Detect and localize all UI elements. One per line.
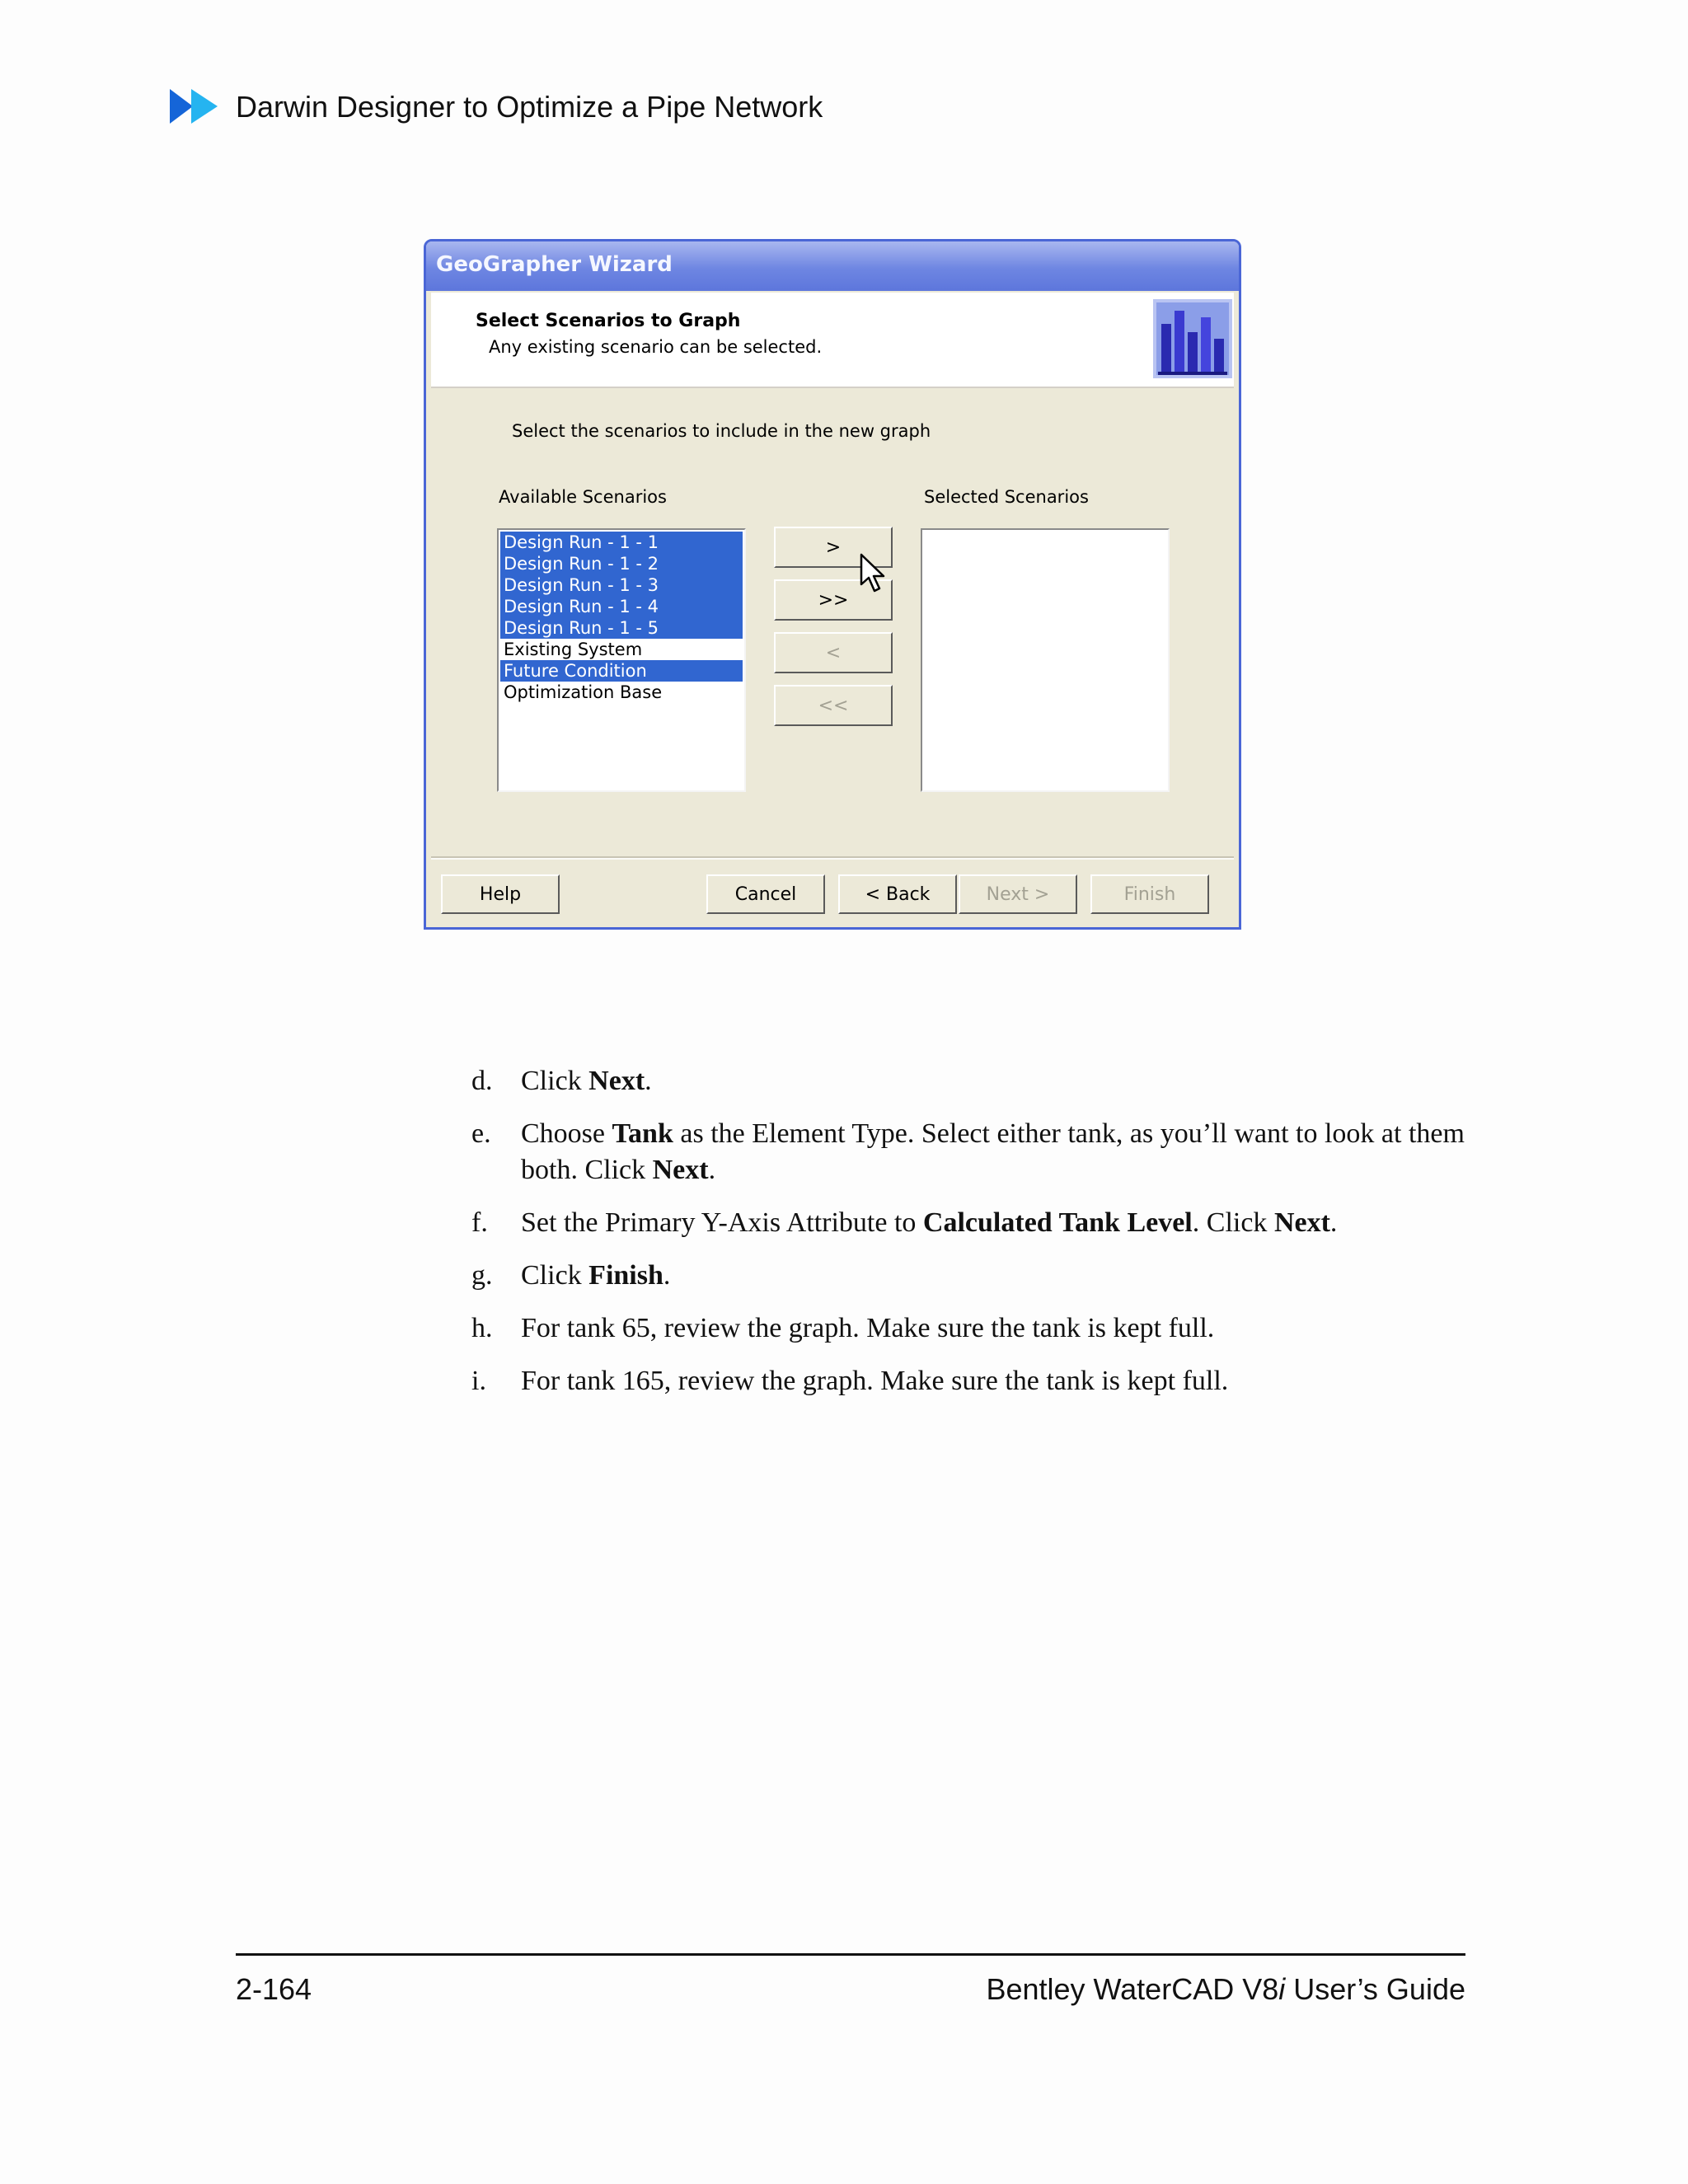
step-text: Set the Primary Y-Axis Attribute to bbox=[521, 1207, 923, 1238]
scenario-list-item[interactable]: Design Run - 1 - 4 bbox=[500, 596, 743, 617]
step-emphasis: Finish bbox=[588, 1260, 663, 1291]
step-emphasis: Next bbox=[652, 1155, 709, 1185]
step-item bbox=[471, 1363, 1469, 1399]
available-scenarios-list[interactable] bbox=[497, 528, 746, 792]
step-text: Choose bbox=[521, 1118, 612, 1149]
step-emphasis: Next bbox=[1273, 1207, 1330, 1238]
guide-title-suffix: User’s Guide bbox=[1285, 1972, 1465, 2006]
step-marker: f. bbox=[471, 1207, 488, 1238]
step-item bbox=[471, 1310, 1469, 1347]
step-marker: i. bbox=[471, 1366, 486, 1396]
dialog-title: GeoGrapher Wizard bbox=[436, 252, 673, 277]
double-arrow-icon bbox=[170, 89, 223, 124]
step-text: . bbox=[645, 1066, 652, 1096]
step-emphasis: Tank bbox=[612, 1118, 673, 1149]
step-marker: d. bbox=[471, 1066, 493, 1096]
banner-title: Select Scenarios to Graph bbox=[476, 311, 741, 331]
remove-button[interactable]: < bbox=[774, 632, 893, 673]
page-number: 2-164 bbox=[236, 1972, 312, 2006]
step-text: . bbox=[663, 1260, 671, 1291]
add-all-button[interactable]: >> bbox=[774, 579, 893, 621]
cancel-button[interactable]: Cancel bbox=[706, 874, 825, 914]
step-item bbox=[471, 1205, 1469, 1241]
step-marker: g. bbox=[471, 1260, 493, 1291]
bar-graph-icon bbox=[1153, 299, 1232, 378]
wizard-banner bbox=[431, 293, 1234, 388]
selected-scenarios-list[interactable] bbox=[921, 528, 1170, 792]
footer-divider bbox=[431, 856, 1234, 860]
scenario-list-item[interactable]: Optimization Base bbox=[504, 682, 663, 702]
step-text: For tank 65, review the graph. Make sure the tank is kept full. bbox=[521, 1313, 1215, 1343]
step-text: For tank 165, review the graph. Make sure the tank is kept full. bbox=[521, 1366, 1229, 1396]
remove-all-button[interactable]: << bbox=[774, 685, 893, 726]
step-item bbox=[471, 1063, 1469, 1099]
step-text: as the Element Type. Select either tank, as you’ll want to look at them both. Click bbox=[521, 1118, 1465, 1185]
instruction-steps bbox=[471, 1063, 1469, 1416]
mouse-cursor-icon bbox=[860, 553, 888, 594]
guide-title-prefix: Bentley WaterCAD V8 bbox=[986, 1972, 1279, 2006]
scenario-list-item[interactable]: Design Run - 1 - 5 bbox=[500, 617, 743, 639]
next-button[interactable]: Next > bbox=[959, 874, 1077, 914]
scenario-list-item[interactable]: Design Run - 1 - 3 bbox=[500, 574, 743, 596]
guide-title-italic: i bbox=[1278, 1972, 1286, 2006]
help-button[interactable]: Help bbox=[441, 874, 560, 914]
scenario-list-item[interactable]: Existing System bbox=[504, 640, 643, 659]
selected-scenarios-label: Selected Scenarios bbox=[924, 487, 1089, 507]
section-title: Darwin Designer to Optimize a Pipe Network bbox=[236, 90, 823, 124]
banner-subtitle: Any existing scenario can be selected. bbox=[489, 337, 823, 357]
step-text: . Click bbox=[1192, 1207, 1274, 1238]
step-item bbox=[471, 1116, 1469, 1188]
scenario-list-item[interactable]: Design Run - 1 - 1 bbox=[500, 532, 743, 553]
guide-title bbox=[986, 1971, 1465, 2008]
footer-rule bbox=[236, 1953, 1465, 1956]
available-scenarios-label: Available Scenarios bbox=[499, 487, 667, 507]
step-item bbox=[471, 1258, 1469, 1294]
available-items bbox=[499, 530, 744, 703]
finish-button[interactable]: Finish bbox=[1090, 874, 1209, 914]
step-text: . bbox=[708, 1155, 716, 1185]
scenario-list-item[interactable]: Future Condition bbox=[500, 660, 743, 682]
back-button[interactable]: < Back bbox=[838, 874, 957, 914]
step-text: . bbox=[1329, 1207, 1338, 1238]
step-marker: h. bbox=[471, 1313, 493, 1343]
add-button[interactable]: > bbox=[774, 527, 893, 568]
geographer-wizard-dialog bbox=[424, 239, 1241, 930]
step-marker: e. bbox=[471, 1118, 491, 1149]
dialog-titlebar[interactable] bbox=[426, 241, 1239, 291]
instruction-text: Select the scenarios to include in the new graph bbox=[512, 421, 931, 441]
step-text: Click bbox=[521, 1066, 589, 1096]
step-text: Click bbox=[521, 1260, 589, 1291]
step-emphasis: Calculated Tank Level bbox=[922, 1207, 1193, 1238]
step-emphasis: Next bbox=[588, 1066, 645, 1096]
scenario-list-item[interactable]: Design Run - 1 - 2 bbox=[500, 553, 743, 574]
